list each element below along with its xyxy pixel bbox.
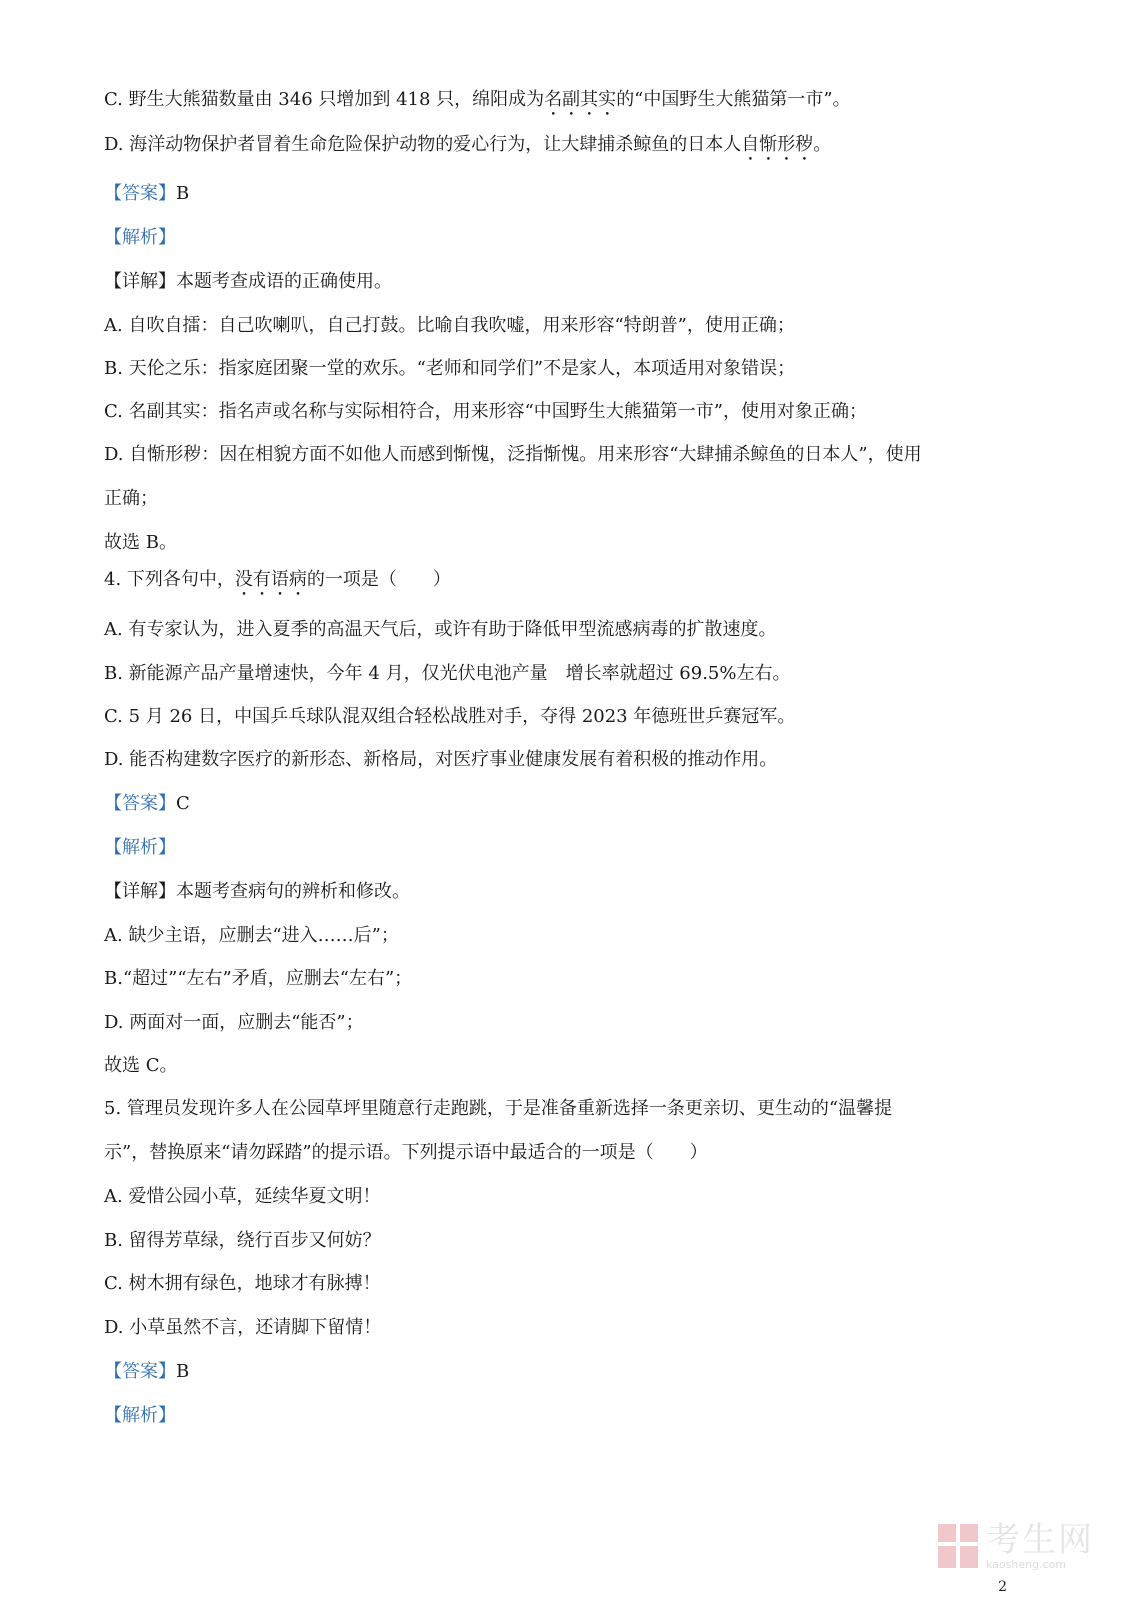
q3-option-c-emphasis: 名副其实 xyxy=(544,89,617,110)
q4-detail: 【详解】本题考查病句的辨析和修改。 xyxy=(104,881,410,902)
q4-option-b: B. 新能源产品产量增速快，今年 4 月，仅光伏电池产量 增长率就超过 69.5%左右。 xyxy=(104,663,791,684)
q5-option-c: C. 树木拥有绿色，地球才有脉搏！ xyxy=(104,1273,381,1294)
q4-option-a: A. 有专家认为，进入夏季的高温天气后，或许有助于降低甲型流感病毒的扩散速度。 xyxy=(104,619,777,640)
q4-conclusion: 故选 C。 xyxy=(104,1055,178,1076)
q3-analysis-tag: 【解析】 xyxy=(104,227,176,248)
q3-detail: 【详解】本题考查成语的正确使用。 xyxy=(104,271,392,292)
q4-explain-d: D. 两面对一面，应删去“能否”； xyxy=(104,1012,364,1033)
q3-explain-a: A. 自吹自擂：自己吹喇叭，自己打鼓。比喻自我吹嘘，用来形容“特朗普”，使用正确； xyxy=(104,315,795,336)
answer-tag: 【答案】 xyxy=(104,183,176,204)
q3-explain-c: C. 名副其实：指名声或名称与实际相符合，用来形容“中国野生大熊猫第一市”，使用对象正确； xyxy=(104,401,867,422)
q3-option-d: D. 海洋动物保护者冒着生命危险保护动物的爱心行为，让大肆捕杀鲸鱼的日本人自惭形秽。 xyxy=(104,134,832,155)
answer-tag: 【答案】 xyxy=(104,1361,176,1382)
q4-stem: 4. 下列各句中，没有语病的一项是（ ） xyxy=(104,569,451,590)
q3-option-c: C. 野生大熊猫数量由 346 只增加到 418 只，绵阳成为名副其实的“中国野生大熊猫第一市”。 xyxy=(104,89,851,110)
q4-explain-b: B.“超过”“左右”矛盾，应删去“左右”； xyxy=(104,968,413,989)
q3-option-d-emphasis: 自惭形秽 xyxy=(741,134,814,155)
page-number: 2 xyxy=(998,1579,1007,1595)
q5-option-d: D. 小草虽然不言，还请脚下留情！ xyxy=(104,1317,382,1338)
q4-analysis-tag: 【解析】 xyxy=(104,837,176,858)
q3-explain-d-line2: 正确； xyxy=(104,488,158,509)
watermark xyxy=(938,1520,1108,1572)
answer-tag: 【答案】 xyxy=(104,793,176,814)
q5-option-a: A. 爱惜公园小草，延续华夏文明！ xyxy=(104,1186,381,1207)
watermark-logo-icon xyxy=(938,1524,978,1568)
q5-analysis-tag: 【解析】 xyxy=(104,1405,176,1426)
q4-option-d: D. 能否构建数字医疗的新形态、新格局，对医疗事业健康发展有着积极的推动作用。 xyxy=(104,749,778,770)
q5-stem-line1: 5. 管理员发现许多人在公园草坪里随意行走跑跳，于是准备重新选择一条更亲切、更生动的“温馨提 xyxy=(104,1098,893,1119)
watermark-text-cn: 考生网 xyxy=(986,1519,1094,1560)
watermark-text-en: kaosheng.com xyxy=(986,1557,1067,1571)
q4-stem-emphasis: 没有语病 xyxy=(234,569,307,590)
q3-explain-b: B. 天伦之乐：指家庭团聚一堂的欢乐。“老师和同学们”不是家人，本项适用对象错误； xyxy=(104,358,796,379)
q3-answer: 【答案】B xyxy=(104,183,190,204)
q5-stem-line2: 示”，替换原来“请勿踩踏”的提示语。下列提示语中最适合的一项是（ ） xyxy=(104,1142,708,1163)
q3-conclusion: 故选 B。 xyxy=(104,532,177,553)
q4-explain-a: A. 缺少主语，应删去“进入……后”； xyxy=(104,925,399,946)
q5-answer: 【答案】B xyxy=(104,1361,190,1382)
q5-option-b: B. 留得芳草绿，绕行百步又何妨？ xyxy=(104,1230,381,1251)
q4-answer: 【答案】C xyxy=(104,793,190,814)
q4-option-c: C. 5 月 26 日，中国乒乓球队混双组合轻松战胜对手，夺得 2023 年德班世乒赛冠军。 xyxy=(104,706,796,727)
q3-explain-d-line1: D. 自惭形秽：因在相貌方面不如他人而感到惭愧，泛指惭愧。用来形容“大肆捕杀鲸鱼的日本人”，使用 xyxy=(104,444,922,465)
